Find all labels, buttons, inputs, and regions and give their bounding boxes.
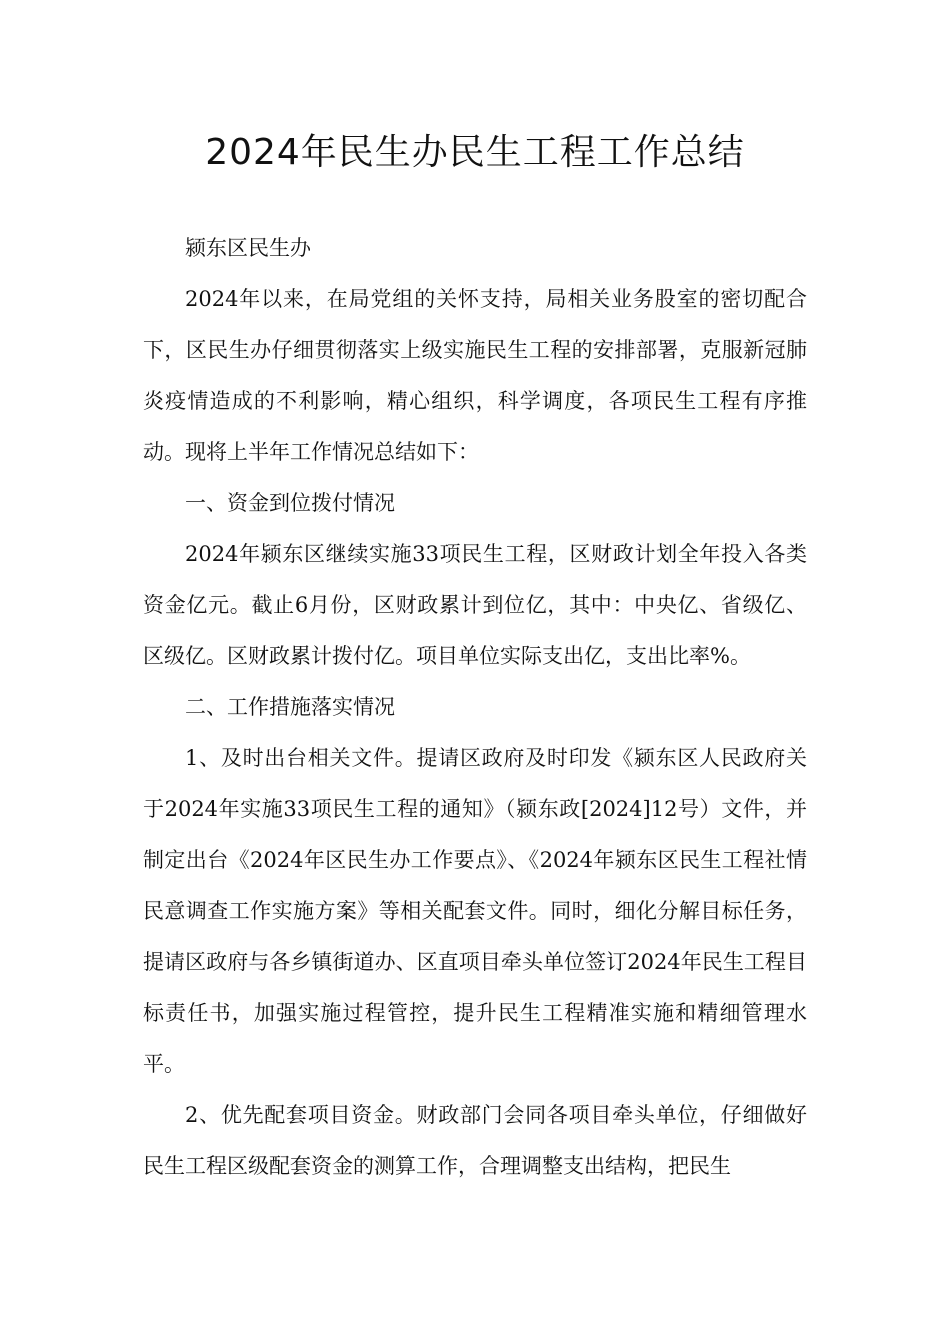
section-heading-funding: 一、资金到位拨付情况 <box>185 491 395 515</box>
measure-1-paragraph: 1、及时出台相关文件。提请区政府及时印发《颍东区人民政府关于2024年实施33项民生工程的通知》（颍东政[2024]12号）文件，并制定出台《2024年区民生办工作要点》、《2024年颍东区民生工程社情民意调查工作实施方案》等相关配套文件。同时，细化分解目标任务，提请区政府与各乡镇街道办、区直项目牵头单位签订2024年民生工程目标责任书，加强实施过程管控，提升民生工程精准实施和精细管理水平。 <box>143 746 807 1076</box>
author-line: 颍东区民生办 <box>185 236 311 260</box>
document-body <box>143 223 807 1192</box>
intro-paragraph: 2024年以来，在局党组的关怀支持，局相关业务股室的密切配合下，区民生办仔细贯彻落实上级实施民生工程的安排部署，克服新冠肺炎疫情造成的不利影响，精心组织，科学调度，各项民生工程有序推动。现将上半年工作情况总结如下： <box>143 287 807 464</box>
section-heading-measures: 二、工作措施落实情况 <box>185 695 395 719</box>
funding-paragraph: 2024年颍东区继续实施33项民生工程，区财政计划全年投入各类资金亿元。截止6月份，区财政累计到位亿，其中：中央亿、省级亿、区级亿。区财政累计拨付亿。项目单位实际支出亿，支出比率%。 <box>143 542 807 668</box>
measure-2-paragraph: 2、优先配套项目资金。财政部门会同各项目牵头单位，仔细做好民生工程区级配套资金的测算工作，合理调整支出结构，把民生 <box>143 1103 807 1178</box>
document-title: 2024年民生办民生工程工作总结 <box>205 132 745 173</box>
